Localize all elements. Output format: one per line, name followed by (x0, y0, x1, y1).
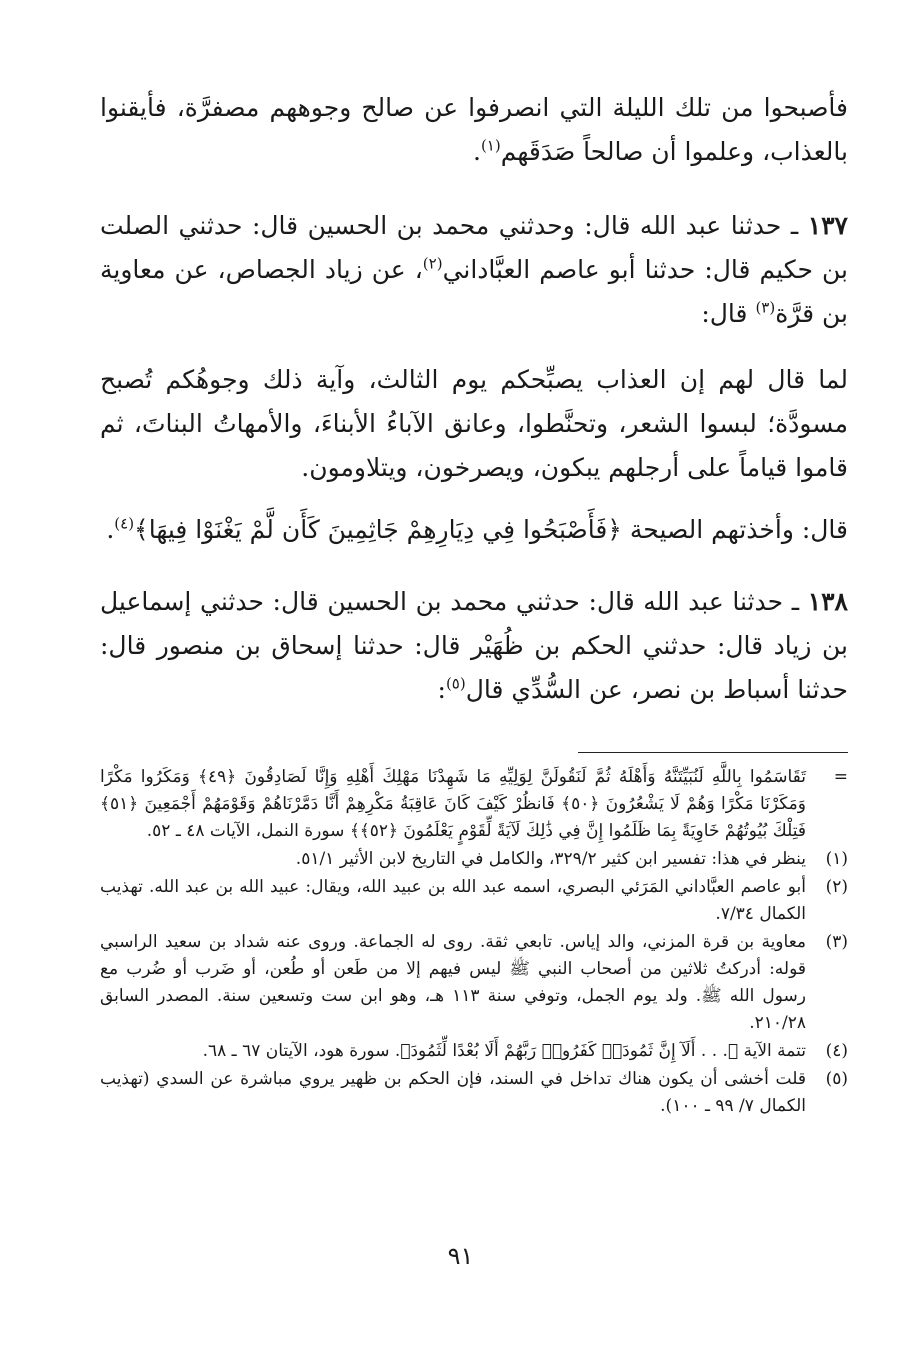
footnote-3 (100, 929, 848, 1037)
footnote-mark: (٣) (825, 932, 848, 952)
footnote-mark: (٢) (825, 877, 848, 897)
footnote-4 (100, 1038, 848, 1065)
footnote-continuation (100, 764, 848, 845)
footnote-continuation-text: تَقَاسَمُوا بِاللَّهِ لَنُبَيِّتَنَّهُ وَأَهْلَهُ ثُمَّ لَنَقُولَنَّ لِوَلِيِّهِ مَا شَهِدْنَا مَهْلِكَ أَهْلِهِ وَإِنَّا لَصَادِقُونَ ﴿٤٩﴾ وَمَكَرُوا مَكْرًا وَمَكَرْنَا مَكْرًا وَهُمْ لَا يَشْعُرُونَ ﴿٥٠﴾ فَانظُرْ كَيْفَ كَانَ عَاقِبَةُ مَكْرِهِمْ أَنَّا دَمَّرْنَاهُمْ وَقَوْمَهُمْ أَجْمَعِينَ ﴿٥١﴾ فَتِلْكَ بُيُوتُهُمْ خَاوِيَةً بِمَا ظَلَمُوا إِنَّ فِي ذَٰلِكَ لَآيَةً لِّقَوْمٍ يَعْلَمُونَ ﴿٥٢﴾﴾ سورة النمل، الآيات ٤٨ ـ ٥٢. (100, 767, 806, 841)
continuation-mark: = (833, 767, 848, 787)
footnote-ref-4[interactable]: (٤) (114, 514, 135, 533)
hadith-number-138: ١٣٨ (807, 587, 848, 616)
footnote-mark: (٥) (825, 1069, 848, 1089)
footnote-text: تتمة الآية ﴿. . . أَلَآ إِنَّ ثَمُودَا۟ كَفَرُوا۟ رَبَّهُمْ أَلَا بُعْدًا لِّثَمُودَ﴾. سورة هود، الآيتان ٦٧ ـ ٦٨. (202, 1041, 806, 1061)
hadith-137: ١٣٧ ـ حدثنا عبد الله قال: وحدثني محمد بن الحسين قال: حدثني الصلت بن حكيم قال: حدثنا أبو عاصم العبَّاداني$^{(٢)}$، عن زياد الجصاص، عن معاوية بن قرَّة$^{(٣)}$ قال: (100, 211, 848, 328)
footnote-ref-1[interactable]: (١) (480, 136, 501, 155)
paragraph-shout: قال: وأخذتهم الصيحة ﴿فَأَصْبَحُوا فِي دِيَارِهِمْ جَاثِمِينَ كَأَن لَّمْ يَغْنَوْا فِيهَا﴾$^{(٤)}$. (106, 514, 848, 544)
footnote-text: ينظر في هذا: تفسير ابن كثير ٣٢٩/٢، والكامل في التاريخ لابن الأثير ٥١/١. (295, 849, 806, 869)
hadith-number-137: ١٣٧ (807, 211, 848, 240)
paragraph-saleh-morning: فأصبحوا من تلك الليلة التي انصرفوا عن صالح وجوههم مصفرَّة، فأيقنوا بالعذاب، وعلموا أن صالحاً صَدَقَهم$^{(١)}$. (100, 93, 848, 166)
footnote-ref-5[interactable]: (٥) (445, 674, 466, 693)
footnote-text: قلت أخشى أن يكون هناك تداخل في السند، فإن الحكم بن ظهير يروي مباشرة عن السدي (تهذيب الكمال ٧/ ٩٩ ـ ١٠٠). (100, 1069, 806, 1116)
footnote-text: معاوية بن قرة المزني، والد إياس. تابعي ثقة. روى له الجماعة. وروى عنه شداد بن سعيد الراسبي قوله: أدركتُ ثلاثين من أصحاب النبي ﷺ ليس فيهم إلا من طَعن أو طُعن، أو ضَرب أو ضُرب مع رسول الله ﷺ. ولد يوم الجمل، وتوفي سنة ١١٣ هـ، وهو ابن ست وتسعين سنة. المصدر السابق ٢١٠/٢٨. (100, 932, 806, 1033)
footnote-ref-3[interactable]: (٣) (755, 298, 776, 317)
paragraph-punishment: لما قال لهم إن العذاب يصبِّحكم يوم الثالث، وآية ذلك وجوهُكم تُصبح مسودَّة؛ لبسوا الشعر، وتحنَّطوا، وعانق الآباءُ الأبناءَ، والأمهاتُ البناتَ، ثم قاموا قياماً على أرجلهم يبكون، ويصرخون، ويتلاومون. (100, 365, 848, 482)
footnote-5 (100, 1066, 848, 1120)
footnote-2 (100, 874, 848, 928)
footnote-separator (578, 752, 848, 753)
footnote-mark: (٤) (825, 1041, 848, 1061)
main-text (100, 86, 848, 712)
hadith-138: ١٣٨ ـ حدثنا عبد الله قال: حدثني محمد بن الحسين قال: حدثني إسماعيل بن زياد قال: حدثني الحكم بن ظُهَيْر قال: حدثنا إسحاق بن منصور قال: حدثنا أسباط بن نصر، عن السُّدِّي قال$^{(٥)}$: (100, 587, 848, 704)
footnotes (100, 764, 848, 1121)
footnote-1 (100, 846, 848, 873)
page-number: ٩١ (447, 1242, 474, 1270)
footnote-ref-2[interactable]: (٢) (422, 254, 443, 273)
footnote-mark: (١) (825, 849, 848, 869)
footnote-text: أبو عاصم العبَّاداني المَرَئي البصري، اسمه عبد الله بن عبيد الله، ويقال: عبيد الله بن عبد الله. تهذيب الكمال ٧/٣٤. (100, 877, 806, 924)
